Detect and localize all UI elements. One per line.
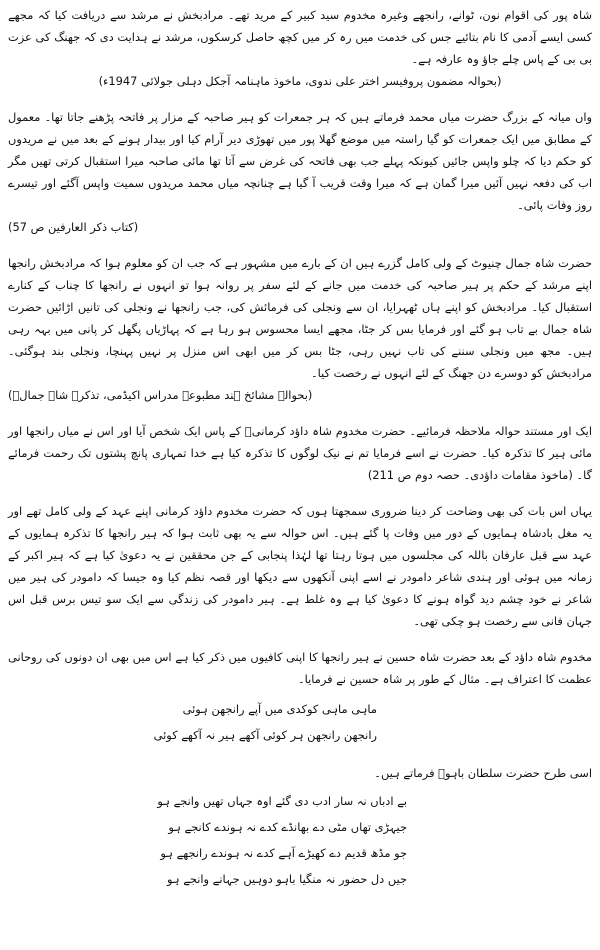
paragraph-6 (8, 646, 592, 690)
paragraph-4 (8, 420, 592, 486)
paragraph-2-citation: (کتاب ذکر العارفین ص 57) (8, 220, 139, 234)
paragraph-4-text: ایک اور مستند حوالہ ملاحظہ فرمائیے۔ حضرت مخدوم شاہ داؤد کرمانیؒ کے پاس ایک شخص آیا اور اس نے میاں رانجھا اور مائی ہیر کا تذکرہ کیا۔ حضرت نے اسے فرمایا تم نے نیک لوگوں کا تذکرہ کیا ہے خدا تمہاری پانچ پشتوں تک رحمت فرمائے گا۔ (8, 424, 592, 482)
poem-shah-hussain (8, 696, 592, 748)
paragraph-4-citation: (ماخوذ مقامات داؤدی۔ حصہ دوم ص 211) (367, 468, 573, 482)
poem-line: بے ادباں نہ سار ادب دی گئے اوہ جہاں تھیں وانجے ہو (157, 794, 407, 808)
poem-line: جو مڈھ قدیم دے کھیڑے آہے کدے نہ ہوندے رانجھے ہو (160, 846, 407, 860)
paragraph-2 (8, 106, 592, 238)
poem-sultan-bahu (8, 788, 592, 892)
paragraph-5 (8, 500, 592, 632)
sultan-bahu-intro: اسی طرح حضرت سلطان باہوؒ فرماتے ہیں۔ (374, 766, 592, 780)
poem-line: ماہی ماہی کوکدی میں آپے رانجھن ہوئی (182, 702, 377, 716)
paragraph-6-text: مخدوم شاہ داؤد کے بعد حضرت شاہ حسین نے ہیر رانجھا کا اپنی کافیوں میں ذکر کیا ہے اس میں بھی ان دونوں کی روحانی عظمت کا اعتراف ہے۔ مثال کے طور پر شاہ حسین نے فرمایا۔ (8, 650, 592, 686)
paragraph-3-text: حضرت شاہ جمال چنیوٹ کے ولی کامل گزرے ہیں ان کے بارے میں مشہور ہے کہ جب ان کو معلوم ہوا کہ مرادبخش رانجھا اپنے مرشد کے حکم پر ہیر صاحبہ کی خدمت میں جانے کے لئے سفر پر روانہ ہوا تو انہوں نے رانجھا کا چناب کے کنارے استقبال کیا۔ مرادبخش کو اپنے ہاں ٹھہرایا، ان سے ونجلی کی فرمائش کی، جب رانجھا نے ونجلی کی تانیں اڑائیں حضرت شاہ جمال بے تاب ہو گئے اور فرمایا بس کر جٹا، مجھے ایسا محسوس ہو رہا ہے کہ پہاڑیاں پگھل کر پانی میں بہہ رہی ہیں۔ مجھ میں ونجلی سننے کی تاب نہیں رہی، جٹا بس کر میں ابھی اس منزل پر نہیں پہنچا، ونجلی بند ہوگئی۔ مرادبخش کو دوسرے دن جھنگ کے لئے انہوں نے رخصت کیا۔ (8, 256, 592, 380)
paragraph-3-citation: (بحوالہ مشائخ ہند مطبوعہ مدراس اکیڈمی، تذکرہ شاہ جمالؒ) (8, 388, 313, 402)
paragraph-1-text: شاہ پور کی اقوام نون، ٹوانے، رانجھے وغیرہ مخدوم سید کبیر کے مرید تھے۔ مرادبخش نے مرشد سے دریافت کیا کہ مجھے کسی ایسے آدمی کا نام بتائیے جس کی خدمت میں رہ کر میں کچھ حاصل کرسکوں، مرشد نے ہدایت دی کہ جھنگ کی عزت بی بی کے پاس چلے جاؤ وہ عارفہ ہے۔ (8, 8, 592, 66)
paragraph-3 (8, 252, 592, 406)
paragraph-2-text: واں میانہ کے بزرگ حضرت میاں محمد فرماتے ہیں کہ ہر جمعرات کو ہیر صاحبہ کے مزار پر فاتحہ پڑھنے جاتا تھا۔ معمول کے مطابق میں ایک جمعرات کو گیا راستہ میں موضع گھلا پور میں تھوڑی دیر آرام کیا اور بیدار ہونے کے بعد میں نے مریدوں کو حکم دیا کہ چلو واپس جائیں کیونکہ پہلے جب بھی فاتحہ کی غرض سے آتا تھا مائی صاحبہ میرا استقبال کرتی تھیں مگر اب کی دفعہ نہیں آئیں میرا گمان ہے کہ میرا وقت قریب آ گیا ہے چنانچہ میاں محمد مریدوں سمیت واپس آگئے اور تیسرے روز وفات پائی۔ (8, 110, 592, 212)
paragraph-1-citation: (بحوالہ مضمون پروفیسر اختر علی ندوی، ماخوذ ماہنامہ آجکل دہلی جولائی 1947ء) (98, 74, 502, 88)
poem-line: جیں دل حضور نہ منگیا باہو دوہیں جہانے وانجے ہو (167, 872, 407, 886)
poem-line: رانجھن رانجھن ہر کوئی آکھے ہیر نہ آکھے کوئی (153, 728, 377, 742)
paragraph-5-text: یہاں اس بات کی بھی وضاحت کر دینا ضروری سمجھتا ہوں کہ حضرت مخدوم داؤد کرمانی اپنے عہد کے ولی کامل تھے اور یہ مغل بادشاہ ہمایوں کے دور میں وفات پا گئے ہیں۔ اس حوالہ سے یہ بھی ثابت ہوا کہ ہیر رانجھا کا تذکرہ ہمایوں کے عہد سے قبل عارفان باللہ کی مجلسوں میں ہوتا رہتا تھا لہٰذا پنجابی کے جن محققین نے یہ دعویٰ کیا ہے کہ ہیر اکبر کے زمانہ میں ہوئی اور ہندی شاعر دامودر نے اسے اپنی آنکھوں سے دیکھا اور قصہ نظم کیا وہ جیسا کہ دامودر کی ہیر میں شاعر نے خود چشم دید گواہ ہونے کا دعویٰ کیا ہے وہ غلط ہے۔ ہیر دامودر کی زندگی سے ایک سو تیس برس قبل اس جہان فانی سے رخصت ہو چکی تھی۔ (8, 504, 592, 628)
paragraph-1 (8, 4, 592, 92)
poem-line: جیہڑی تھاں مٹی دے بھانڈے کدے نہ ہوندے کانجے ہو (168, 820, 407, 834)
